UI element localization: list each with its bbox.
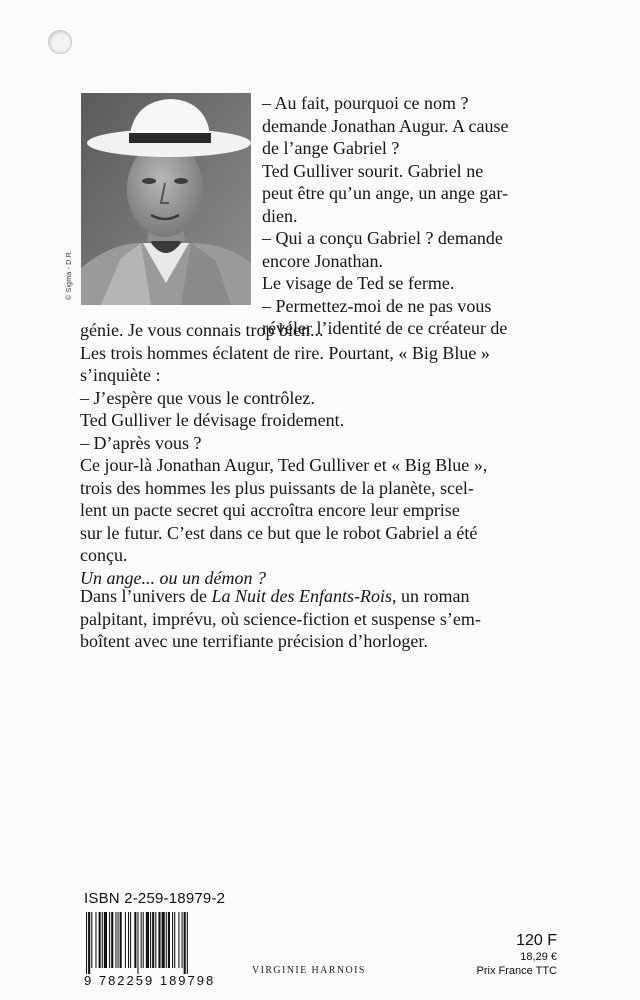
series-title: La Nuit des Enfants-Rois [211, 586, 392, 606]
text-line: lent un pacte secret qui accroîtra encore leur emprise [80, 500, 460, 520]
barcode-bar [158, 912, 160, 968]
text-line: peut être qu’un ange, un ange gar- [262, 183, 509, 203]
text-line: dien. [262, 205, 298, 226]
text-line: – J’espère que vous le contrôlez. [80, 387, 315, 408]
barcode-bar [99, 912, 101, 968]
text-line: de l’ange Gabriel ? [262, 138, 400, 158]
barcode-bar [141, 912, 142, 968]
blurb-line-2: palpitant, imprévu, où science-fiction et suspense s’em- [80, 608, 481, 629]
barcode-bar [155, 912, 156, 968]
publisher-credit: VIRGINIE HARNOIS [252, 965, 366, 976]
text-line: s’inquiète : [80, 365, 161, 385]
author-photo [81, 93, 251, 305]
barcode-bar [162, 912, 165, 968]
text-line: encore Jonathan. [262, 250, 383, 271]
text-line: conçu. [80, 545, 128, 565]
book-blurb [80, 585, 481, 653]
barcode-bar [174, 912, 175, 968]
barcode-bar [95, 912, 96, 968]
barcode-bar [143, 912, 144, 968]
barcode-bar [166, 912, 167, 968]
barcode-bar [130, 912, 131, 968]
barcode-bar [182, 912, 183, 968]
text-line: – D’après vous ? [80, 432, 202, 453]
barcode-bar [184, 912, 186, 974]
barcode-bar [150, 912, 151, 968]
price-francs: 120 F [516, 932, 557, 949]
price-euros: 18,29 € [520, 951, 557, 963]
barcode-bar [137, 912, 138, 974]
text-line: – Au fait, pourquoi ce nom ? [262, 93, 469, 113]
barcode-bar [178, 912, 179, 968]
text-line: demande Jonathan Augur. A cause [262, 115, 509, 136]
text-line: génie. Je vous connais trop bien... [80, 320, 324, 340]
barcode-bar [86, 912, 87, 974]
barcode-bar [187, 912, 188, 974]
text-line: Ted Gulliver le dévisage froidement. [80, 410, 345, 430]
text-line: trois des hommes les plus puissants de la planète, scel- [80, 477, 474, 498]
price-block [477, 932, 557, 978]
barcode-bar [128, 912, 129, 968]
text-line: Ted Gulliver sourit. Gabriel ne [262, 160, 484, 181]
text-line: – Permettez-moi de ne pas vous [262, 295, 492, 316]
barcode-bar [91, 912, 92, 968]
barcode-bar [125, 912, 126, 968]
text-line: – Qui a conçu Gabriel ? demande [262, 228, 503, 248]
isbn-label: ISBN 2-259-18979-2 [84, 890, 226, 907]
barcode-bar [118, 912, 119, 968]
binder-hole [48, 30, 72, 54]
barcode [84, 912, 234, 974]
barcode-bar [111, 912, 113, 968]
barcode-bar [88, 912, 90, 974]
barcode-bar [104, 912, 107, 968]
barcode-bar [146, 912, 149, 968]
photo-credit: © Sigma - D.R. [66, 250, 73, 300]
barcode-digits: 9 782259 189798 [84, 973, 216, 988]
barcode-bar [115, 912, 116, 968]
text-line: Ce jour-là Jonathan Augur, Ted Gulliver et « Big Blue », [80, 455, 488, 475]
barcode-bar [152, 912, 154, 968]
text-line: Le visage de Ted se ferme. [262, 273, 455, 293]
barcode-bar [168, 912, 170, 968]
text-line: sur le futur. C’est dans ce but que le robot Gabriel a été [80, 522, 478, 543]
tagline: Un ange... ou un démon ? [80, 567, 266, 588]
barcode-bar [109, 912, 110, 968]
barcode-bar [134, 912, 136, 968]
text-line: révéler l’identité de ce créateur de [262, 318, 508, 338]
barcode-bar [120, 912, 122, 968]
blurb-line-1: Dans l’univers de La Nuit des Enfants-Rois, un roman [80, 586, 470, 606]
barcode-bar [172, 912, 173, 968]
price-note: Prix France TTC [476, 965, 557, 977]
text-line: Les trois hommes éclatent de rire. Pourtant, « Big Blue » [80, 342, 490, 363]
barcode-bar [102, 912, 103, 968]
story-excerpt-main [80, 319, 490, 589]
blurb-line-3: boîtent avec une terrifiante précision d’horloger. [80, 631, 428, 651]
story-excerpt-beside-photo [262, 92, 508, 340]
